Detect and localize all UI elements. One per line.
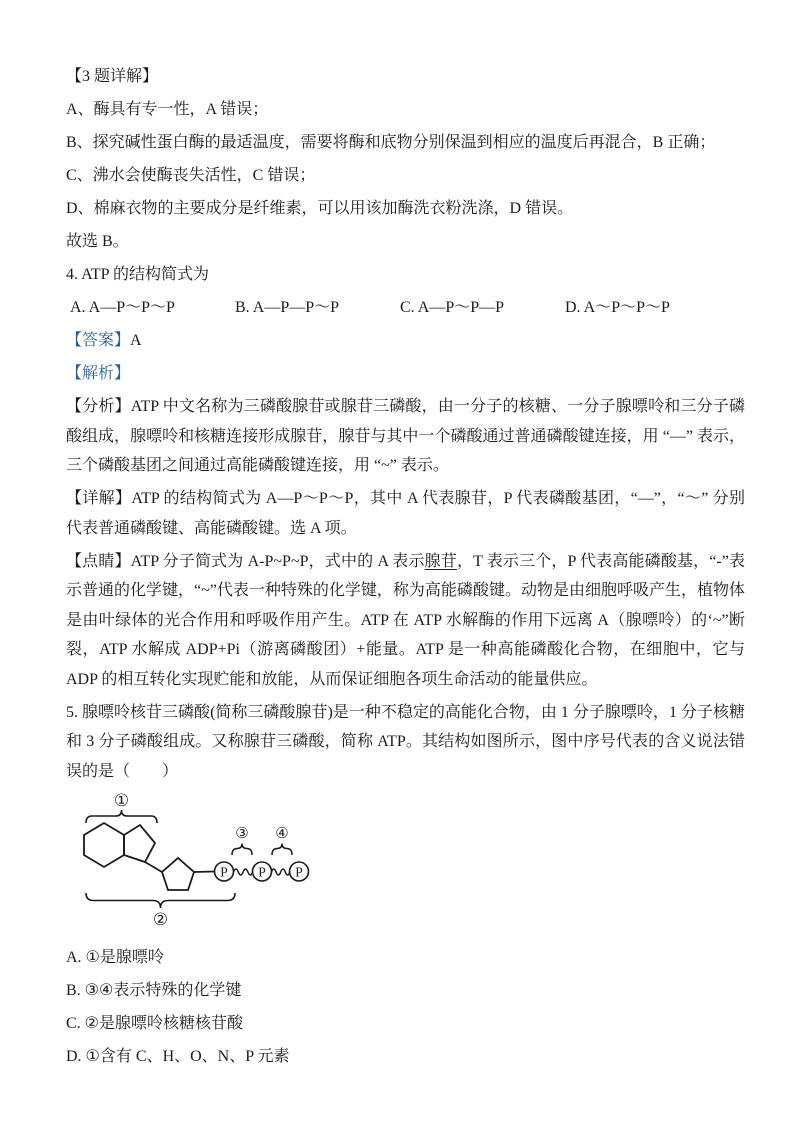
- q5-option-c: C. ②是腺嘌呤核糖核苷酸: [66, 1014, 244, 1032]
- brace-amp: [86, 893, 235, 908]
- q4-dianjing-paragraph: [66, 547, 745, 695]
- atp-structure-diagram: [66, 790, 745, 935]
- brace-adenine: [86, 810, 157, 823]
- q4-option-a: A. A—P～P～P: [70, 299, 175, 316]
- high-energy-bond-2: [272, 869, 290, 875]
- dianjing-text-pre: 【点睛】ATP 分子简式为 A-P~P~P，式中的 A 表示: [66, 552, 425, 570]
- q4-answer-line: [66, 326, 745, 356]
- diagram-label-4: ④: [275, 825, 289, 842]
- phosphate-letter-1: P: [220, 864, 228, 879]
- ribose-ring: [162, 858, 194, 890]
- q5-option-b: B. ③④表示特殊的化学键: [66, 981, 242, 999]
- q3-line-d: D、棉麻衣物的主要成分是纤维素，可以用该加酶洗衣粉洗涤，D 错误。: [66, 200, 574, 217]
- q4-options-row: [66, 293, 745, 323]
- brace-bond-3: [232, 843, 252, 855]
- phosphate-letter-3: P: [295, 864, 303, 879]
- analysis-tag: 【解析】: [66, 365, 131, 382]
- q4-option-d: D. A～P～P～P: [565, 299, 670, 316]
- q4-analysis-line: [66, 359, 745, 389]
- q3-conclusion: 故选 B。: [66, 233, 129, 250]
- q5-option-d: D. ①含有 C、H、O、N、P 元素: [66, 1047, 290, 1065]
- q3-line-c: C、沸水会使酶丧失活性，C 错误；: [66, 167, 316, 184]
- ribose-phosphate-bond: [194, 871, 215, 872]
- adenine-hexagon-ring: [84, 823, 124, 867]
- brace-bond-4: [272, 843, 292, 855]
- q5-option-a: A. ①是腺嘌呤: [66, 948, 164, 966]
- diagram-label-1: ①: [113, 790, 130, 810]
- q4-stem: 4. ATP 的结构简式为: [66, 266, 209, 283]
- q3-explain-heading: 【3 题详解】: [66, 68, 159, 85]
- answer-tag: 【答案】: [66, 332, 131, 349]
- answer-value: A: [130, 332, 142, 349]
- atp-diagram-svg: [66, 790, 336, 930]
- diagram-label-2: ②: [152, 909, 169, 929]
- adenine-pentagon-ring: [124, 825, 155, 862]
- q4-option-c: C. A—P～P—P: [400, 299, 505, 316]
- dianjing-text-post: ，T 表示三个，P 代表高能磷酸基，“-”表示普通的化学键，“~”代表一种特殊的化学键，称为高能磷酸键。动物是由细胞呼吸产生，植物体是由叶绿体的光合作用和呼吸作用产生。ATP 在 ATP 水解酶的作用下远离 A（腺嘌呤）的‘~”断裂，ATP 水解成 ADP+Pi（游离磷酸团）+能量。ATP 是一种高能磷酸化合物，在细胞中，它与 ADP 的相互转化实现贮能和放能，从而保证细胞各项生命活动的能量供应。: [66, 552, 745, 688]
- q4-option-b: B. A—P—P～P: [235, 299, 340, 316]
- phosphate-letter-2: P: [258, 864, 266, 879]
- adenine-ribose-bond: [145, 862, 162, 872]
- q3-line-b: B、探究碱性蛋白酶的最适温度，需要将酶和底物分别保温到相应的温度后再混合，B 正确；: [66, 134, 716, 151]
- q5-stem: 5. 腺嘌呤核苷三磷酸(简称三磷酸腺苷)是一种不稳定的高能化合物，由 1 分子腺嘌呤，1 分子核糖和 3 分子磷酸组成。又称腺苷三磷酸，简称 ATP。其结构如图所示，图中序号代表的含义说法错误的是（ ）: [66, 703, 745, 780]
- q3-line-a: A、酶具有专一性，A 错误；: [66, 101, 269, 118]
- dianjing-underlined-term: 腺苷: [424, 552, 457, 570]
- diagram-label-3: ③: [235, 825, 249, 842]
- high-energy-bond-1: [234, 869, 253, 875]
- q4-xiangjie-paragraph: 【详解】ATP 的结构简式为 A—P～P～P，其中 A 代表腺苷，P 代表磷酸基团，“—”，“～” 分别代表普通磷酸键、高能磷酸键。选 A 项。: [66, 490, 745, 537]
- q4-fenxi-paragraph: 【分析】ATP 中文名称为三磷酸腺苷或腺苷三磷酸，由一分子的核糖、一分子腺嘌呤和三分子磷酸组成，腺嘌呤和核糖连接形成腺苷，腺苷与其中一个磷酸通过普通磷酸键连接，用 “—” 表示，三个磷酸基团之间通过高能磷酸键连接，用 “~” 表示。: [66, 398, 745, 474]
